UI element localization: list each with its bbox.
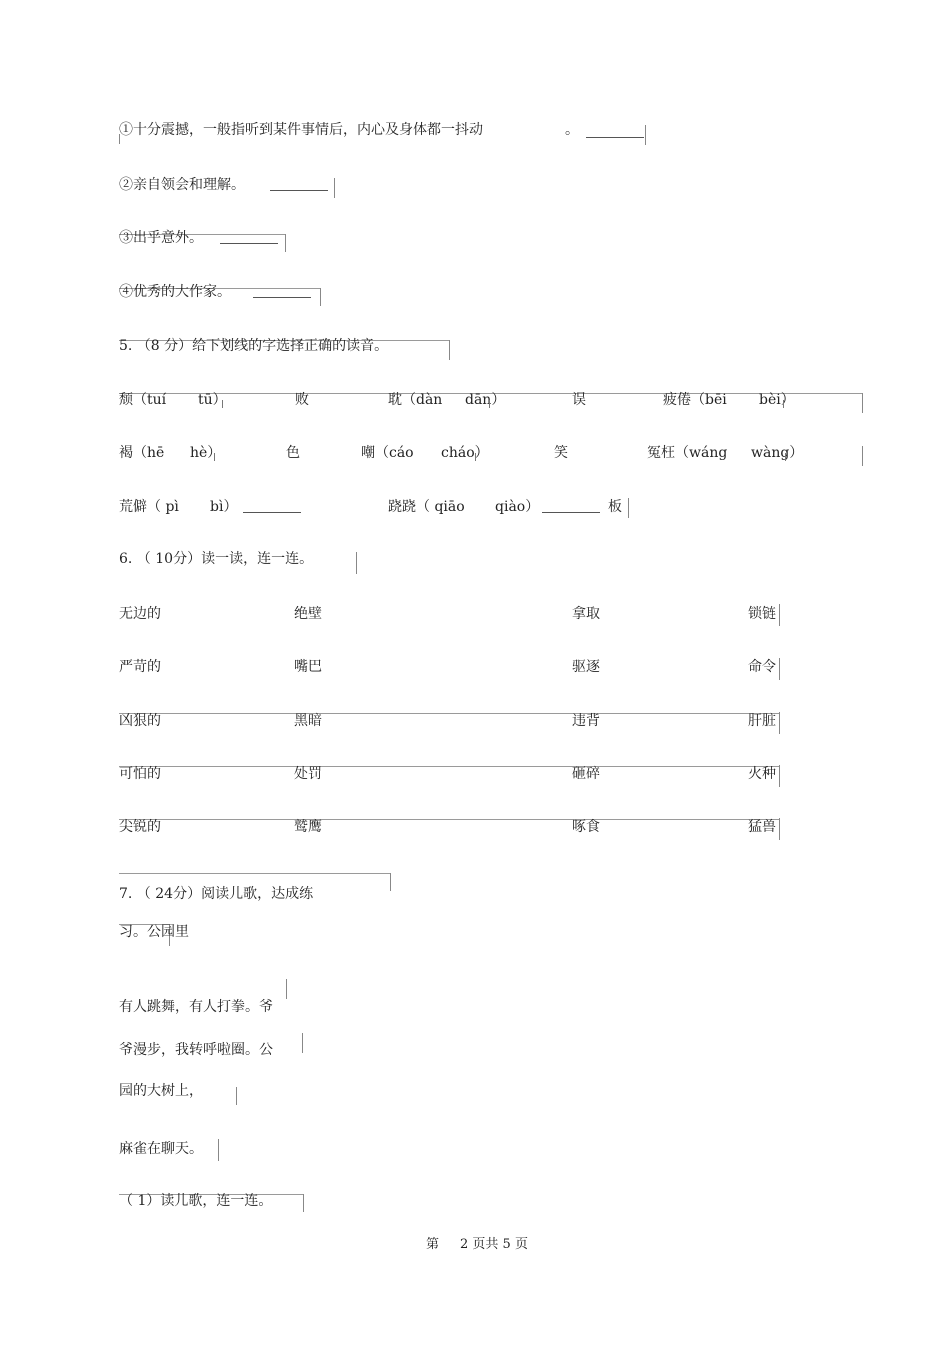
definition-2: ②亲自领会和理解。 — [119, 177, 245, 193]
divider — [285, 234, 286, 252]
answer-blank-4[interactable] — [253, 297, 311, 298]
answer-blank-1[interactable] — [586, 137, 644, 138]
definition-3: ③出乎意外。 — [119, 230, 203, 246]
divider — [302, 1033, 303, 1053]
divider — [119, 713, 779, 714]
divider — [236, 1087, 237, 1105]
pinyin-item-2: 耽（dàn — [388, 392, 443, 408]
match-left-1[interactable]: 无边的 — [119, 606, 161, 622]
underline-marker — [783, 400, 784, 408]
match-object-1[interactable]: 锁链 — [748, 606, 776, 622]
divider — [862, 446, 863, 466]
answer-blank-5[interactable] — [243, 512, 301, 513]
divider — [320, 288, 321, 306]
divider — [779, 765, 780, 787]
match-noun-4[interactable]: 处罚 — [294, 766, 322, 782]
pinyin-item-4: 褐（hē — [119, 445, 165, 461]
answer-blank-3[interactable] — [220, 243, 278, 244]
pinyin-option[interactable]: tū） — [198, 392, 227, 408]
divider — [779, 712, 780, 734]
underline-marker — [489, 400, 490, 408]
pinyin-suffix: 笑 — [554, 445, 568, 461]
pinyin-option[interactable]: bèi） — [759, 392, 795, 408]
pinyin-item-8: 跷跷（ qiāo — [388, 499, 465, 515]
match-object-2[interactable]: 命令 — [748, 659, 776, 675]
definition-4: ④优秀的大作家。 — [119, 284, 231, 300]
poem-line-3: 园的大树上， — [119, 1083, 203, 1099]
divider — [449, 340, 450, 360]
divider — [303, 1194, 304, 1212]
match-object-3[interactable]: 肝脏 — [748, 713, 776, 729]
underline-marker — [214, 453, 215, 461]
match-object-4[interactable]: 火种 — [748, 766, 776, 782]
divider — [356, 552, 357, 574]
pinyin-item-3: 疲倦（bēi — [663, 392, 727, 408]
pinyin-item-1: 颓（tuí — [119, 392, 167, 408]
pinyin-option[interactable]: dān） — [465, 392, 506, 408]
question-7-title-cont: 习。公园里 — [119, 924, 189, 940]
divider — [286, 979, 287, 999]
divider — [779, 818, 780, 840]
divider — [119, 134, 120, 144]
match-left-4[interactable]: 可怕的 — [119, 766, 161, 782]
divider — [119, 766, 779, 767]
pinyin-item-6: 冤枉（wáng — [647, 445, 728, 461]
pinyin-option[interactable]: bì） — [210, 499, 238, 515]
answer-blank-6[interactable] — [542, 512, 600, 513]
poem-line-1: 有人跳舞，有人打拳。爷 — [119, 999, 273, 1015]
divider — [779, 604, 780, 626]
underline-marker — [785, 453, 786, 461]
pinyin-suffix: 板 — [608, 499, 622, 515]
match-verb-2[interactable]: 驱逐 — [572, 659, 600, 675]
poem-line-2: 爷漫步，我转呼啦圈。公 — [119, 1042, 273, 1058]
underline-marker — [222, 400, 223, 408]
divider — [119, 819, 779, 820]
match-noun-5[interactable]: 鹫鹰 — [294, 819, 322, 835]
match-verb-3[interactable]: 违背 — [572, 713, 600, 729]
pinyin-option[interactable]: qiào） — [495, 499, 540, 515]
match-object-5[interactable]: 猛兽 — [748, 819, 776, 835]
match-left-2[interactable]: 严苛的 — [119, 659, 161, 675]
match-verb-4[interactable]: 砸碎 — [572, 766, 600, 782]
match-left-3[interactable]: 凶狠的 — [119, 713, 161, 729]
match-noun-3[interactable]: 黑暗 — [294, 713, 322, 729]
divider — [390, 873, 391, 891]
pinyin-item-7: 荒僻（ pì — [119, 499, 179, 515]
answer-blank-2[interactable] — [270, 190, 328, 191]
divider — [218, 1139, 219, 1161]
definition-1: ①十分震撼，一般指听到某件事情后，内心及身体都一抖动 — [119, 122, 483, 138]
match-noun-1[interactable]: 绝壁 — [294, 606, 322, 622]
pinyin-item-5: 嘲（cáo — [361, 445, 414, 461]
poem-line-4: 麻雀在聊天。 — [119, 1141, 203, 1157]
match-left-5[interactable]: 尖锐的 — [119, 819, 161, 835]
question-7-title: 7. （ 24分）阅读儿歌，达成练 — [119, 886, 314, 902]
match-noun-2[interactable]: 嘴巴 — [294, 659, 322, 675]
divider — [862, 393, 863, 413]
divider — [628, 498, 629, 518]
divider — [334, 178, 335, 198]
footer-page-label: 第 — [426, 1237, 440, 1252]
match-verb-5[interactable]: 啄食 — [572, 819, 600, 835]
definition-1-end: 。 — [565, 122, 579, 138]
question-6-title: 6. （ 10分）读一读，连一连。 — [119, 551, 314, 567]
match-verb-1[interactable]: 拿取 — [572, 606, 600, 622]
pinyin-option[interactable]: hè） — [190, 445, 222, 461]
divider — [779, 658, 780, 680]
pinyin-option[interactable]: wàng） — [751, 445, 804, 461]
question-5-title: 5. （8 分）给下划线的字选择正确的读音。 — [119, 338, 389, 354]
pinyin-suffix: 色 — [286, 445, 300, 461]
pinyin-option[interactable]: cháo） — [441, 445, 489, 461]
footer-page-number: 2 页共 5 页 — [460, 1237, 528, 1252]
pinyin-suffix: 误 — [572, 392, 586, 408]
divider — [645, 125, 646, 145]
divider — [119, 873, 390, 874]
pinyin-suffix: 败 — [295, 392, 309, 408]
underline-marker — [475, 453, 476, 461]
question-7-sub-1: （ 1）读儿歌，连一连。 — [119, 1193, 273, 1209]
